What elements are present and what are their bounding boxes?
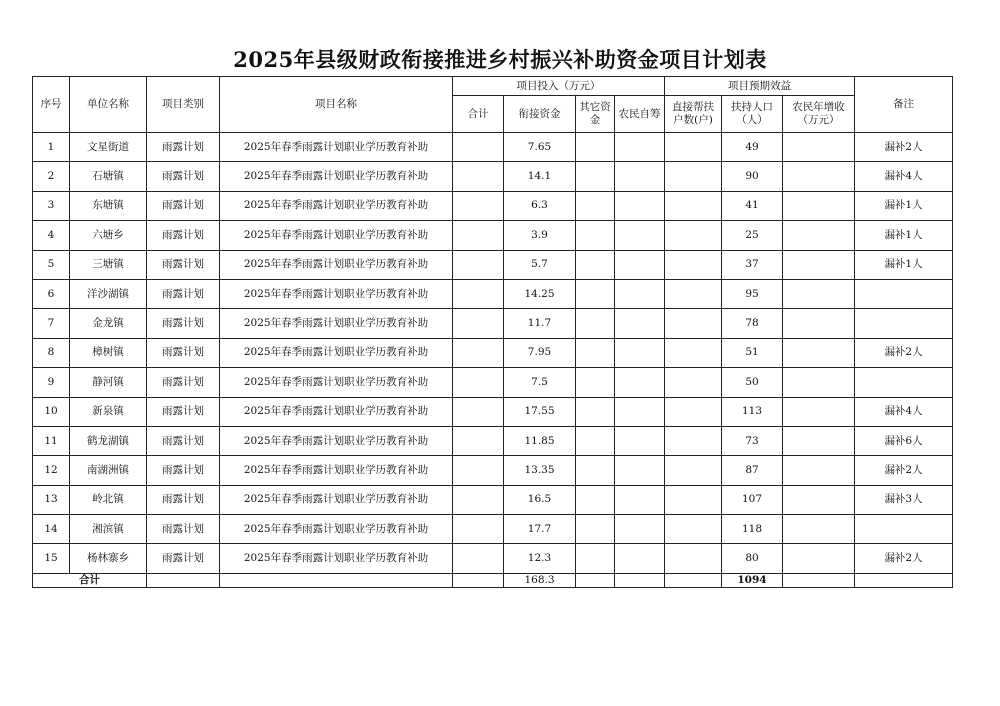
table-row [33,397,953,426]
cell-farmer-self [615,162,665,191]
cell-other-fund [576,221,615,250]
cell-direct-households [665,426,722,455]
cell-income [783,515,855,544]
cell-other-fund [576,544,615,573]
cell-income [783,279,855,308]
cell-population: 78 [722,309,783,338]
cell-project-name: 2025年春季雨露计划职业学历教育补助 [220,485,453,514]
cell-income [783,397,855,426]
cell-unit: 金龙镇 [70,309,147,338]
cell-total [453,250,504,279]
cell-other-fund [576,368,615,397]
cell-other-fund [576,279,615,308]
cell-other-fund [576,426,615,455]
cell-seq: 12 [33,456,70,485]
cell-category: 雨露计划 [147,485,220,514]
cell-direct-households [665,544,722,573]
cell-direct-households [665,368,722,397]
cell-category: 雨露计划 [147,368,220,397]
cell-direct-households [665,515,722,544]
cell-unit: 东塘镇 [70,191,147,220]
cell-category: 雨露计划 [147,544,220,573]
cell-link-fund: 14.1 [504,162,576,191]
cell-other-fund [576,250,615,279]
cell-farmer-self [615,309,665,338]
cell-link-fund: 7.65 [504,133,576,162]
total-cell [453,573,504,587]
cell-unit: 石塘镇 [70,162,147,191]
total-cell [576,573,615,587]
header-direct-households: 直接帮扶户数(户) [665,96,722,133]
cell-remark: 漏补1人 [855,221,953,250]
cell-seq: 15 [33,544,70,573]
cell-total [453,338,504,367]
table-row [33,133,953,162]
cell-farmer-self [615,397,665,426]
header-category: 项目类别 [147,77,220,133]
cell-category: 雨露计划 [147,221,220,250]
cell-remark [855,279,953,308]
cell-remark: 漏补4人 [855,397,953,426]
table-row [33,250,953,279]
total-cell [615,573,665,587]
cell-population: 87 [722,456,783,485]
table-row [33,515,953,544]
cell-remark: 漏补1人 [855,191,953,220]
cell-project-name: 2025年春季雨露计划职业学历教育补助 [220,279,453,308]
cell-total [453,544,504,573]
cell-total [453,309,504,338]
total-cell [220,573,453,587]
cell-project-name: 2025年春季雨露计划职业学历教育补助 [220,426,453,455]
cell-seq: 1 [33,133,70,162]
cell-remark: 漏补4人 [855,162,953,191]
cell-farmer-self [615,515,665,544]
cell-unit: 三塘镇 [70,250,147,279]
cell-income [783,133,855,162]
cell-seq: 8 [33,338,70,367]
cell-category: 雨露计划 [147,397,220,426]
cell-category: 雨露计划 [147,338,220,367]
cell-link-fund: 14.25 [504,279,576,308]
cell-remark [855,309,953,338]
cell-total [453,485,504,514]
cell-remark: 漏补2人 [855,338,953,367]
cell-total [453,397,504,426]
cell-population: 25 [722,221,783,250]
cell-seq: 14 [33,515,70,544]
header-investment-group: 项目投入（万元） [453,77,665,96]
cell-income [783,309,855,338]
cell-project-name: 2025年春季雨露计划职业学历教育补助 [220,221,453,250]
cell-total [453,133,504,162]
cell-remark: 漏补2人 [855,544,953,573]
cell-link-fund: 11.7 [504,309,576,338]
total-link-fund: 168.3 [504,573,576,587]
table-row [33,309,953,338]
header-farmer-income: 农民年增收（万元） [783,96,855,133]
cell-remark [855,515,953,544]
cell-unit: 鹤龙湖镇 [70,426,147,455]
cell-income [783,456,855,485]
cell-unit: 静河镇 [70,368,147,397]
cell-remark: 漏补2人 [855,133,953,162]
cell-population: 50 [722,368,783,397]
cell-population: 95 [722,279,783,308]
cell-direct-households [665,338,722,367]
table-row [33,279,953,308]
cell-direct-households [665,456,722,485]
cell-farmer-self [615,191,665,220]
cell-link-fund: 5.7 [504,250,576,279]
cell-project-name: 2025年春季雨露计划职业学历教育补助 [220,544,453,573]
cell-seq: 9 [33,368,70,397]
cell-income [783,485,855,514]
cell-farmer-self [615,279,665,308]
cell-unit: 新泉镇 [70,397,147,426]
header-benefit-group: 项目预期效益 [665,77,855,96]
cell-seq: 13 [33,485,70,514]
cell-category: 雨露计划 [147,279,220,308]
header-unit: 单位名称 [70,77,147,133]
cell-farmer-self [615,133,665,162]
cell-unit: 南湖洲镇 [70,456,147,485]
cell-project-name: 2025年春季雨露计划职业学历教育补助 [220,397,453,426]
cell-link-fund: 16.5 [504,485,576,514]
cell-income [783,250,855,279]
total-row [33,573,953,587]
cell-other-fund [576,456,615,485]
cell-seq: 6 [33,279,70,308]
cell-total [453,279,504,308]
cell-project-name: 2025年春季雨露计划职业学历教育补助 [220,456,453,485]
cell-income [783,191,855,220]
cell-link-fund: 13.35 [504,456,576,485]
cell-other-fund [576,133,615,162]
cell-category: 雨露计划 [147,250,220,279]
cell-unit: 六塘乡 [70,221,147,250]
cell-population: 51 [722,338,783,367]
cell-population: 90 [722,162,783,191]
cell-total [453,162,504,191]
cell-other-fund [576,309,615,338]
cell-farmer-self [615,456,665,485]
cell-link-fund: 3.9 [504,221,576,250]
cell-category: 雨露计划 [147,133,220,162]
cell-project-name: 2025年春季雨露计划职业学历教育补助 [220,133,453,162]
cell-link-fund: 7.5 [504,368,576,397]
cell-population: 113 [722,397,783,426]
cell-population: 118 [722,515,783,544]
cell-total [453,191,504,220]
cell-population: 49 [722,133,783,162]
total-cell [855,573,953,587]
table-row [33,221,953,250]
total-cell [147,573,220,587]
table-row [33,338,953,367]
total-cell [665,573,722,587]
total-label: 合计 [33,573,147,587]
page-title: 2025年县级财政衔接推进乡村振兴补助资金项目计划表 [233,47,767,72]
table-row [33,544,953,573]
cell-income [783,162,855,191]
cell-category: 雨露计划 [147,426,220,455]
cell-seq: 7 [33,309,70,338]
table-row [33,162,953,191]
cell-farmer-self [615,250,665,279]
cell-total [453,515,504,544]
header-remark: 备注 [855,77,953,133]
cell-farmer-self [615,544,665,573]
cell-total [453,368,504,397]
cell-direct-households [665,133,722,162]
cell-seq: 5 [33,250,70,279]
cell-project-name: 2025年春季雨露计划职业学历教育补助 [220,368,453,397]
cell-link-fund: 6.3 [504,191,576,220]
cell-other-fund [576,485,615,514]
cell-category: 雨露计划 [147,162,220,191]
cell-unit: 文星街道 [70,133,147,162]
cell-population: 41 [722,191,783,220]
cell-link-fund: 11.85 [504,426,576,455]
cell-income [783,544,855,573]
header-other-fund: 其它资金 [576,96,615,133]
cell-remark: 漏补2人 [855,456,953,485]
table-row [33,426,953,455]
cell-income [783,426,855,455]
cell-other-fund [576,338,615,367]
cell-seq: 3 [33,191,70,220]
cell-link-fund: 17.55 [504,397,576,426]
table-row [33,456,953,485]
cell-project-name: 2025年春季雨露计划职业学历教育补助 [220,515,453,544]
cell-seq: 11 [33,426,70,455]
cell-income [783,221,855,250]
cell-project-name: 2025年春季雨露计划职业学历教育补助 [220,250,453,279]
cell-project-name: 2025年春季雨露计划职业学历教育补助 [220,309,453,338]
cell-population: 73 [722,426,783,455]
cell-remark: 漏补1人 [855,250,953,279]
header-farmer-self: 农民自筹 [615,96,665,133]
cell-direct-households [665,279,722,308]
cell-unit: 樟树镇 [70,338,147,367]
header-link-fund: 衔接资金 [504,96,576,133]
cell-unit: 岭北镇 [70,485,147,514]
cell-direct-households [665,191,722,220]
header-seq: 序号 [33,77,70,133]
cell-other-fund [576,162,615,191]
cell-seq: 10 [33,397,70,426]
cell-population: 80 [722,544,783,573]
cell-total [453,426,504,455]
header-total: 合计 [453,96,504,133]
cell-category: 雨露计划 [147,309,220,338]
table-row [33,191,953,220]
cell-category: 雨露计划 [147,515,220,544]
header-support-population: 扶持人口（人） [722,96,783,133]
cell-income [783,368,855,397]
cell-link-fund: 12.3 [504,544,576,573]
cell-project-name: 2025年春季雨露计划职业学历教育补助 [220,338,453,367]
header-project-name: 项目名称 [220,77,453,133]
total-population: 1094 [722,573,783,587]
cell-seq: 2 [33,162,70,191]
cell-other-fund [576,397,615,426]
cell-seq: 4 [33,221,70,250]
cell-project-name: 2025年春季雨露计划职业学历教育补助 [220,191,453,220]
project-plan-table [32,76,953,588]
cell-farmer-self [615,221,665,250]
cell-category: 雨露计划 [147,456,220,485]
cell-project-name: 2025年春季雨露计划职业学历教育补助 [220,162,453,191]
cell-income [783,338,855,367]
cell-direct-households [665,162,722,191]
cell-population: 107 [722,485,783,514]
cell-category: 雨露计划 [147,191,220,220]
cell-farmer-self [615,485,665,514]
cell-remark: 漏补3人 [855,485,953,514]
cell-population: 37 [722,250,783,279]
cell-remark [855,368,953,397]
cell-total [453,456,504,485]
table-body [33,133,953,574]
cell-direct-households [665,309,722,338]
table-row [33,368,953,397]
cell-unit: 洋沙湖镇 [70,279,147,308]
cell-total [453,221,504,250]
cell-remark: 漏补6人 [855,426,953,455]
cell-link-fund: 17.7 [504,515,576,544]
cell-direct-households [665,485,722,514]
cell-other-fund [576,191,615,220]
table-row [33,485,953,514]
cell-farmer-self [615,426,665,455]
cell-direct-households [665,397,722,426]
cell-link-fund: 7.95 [504,338,576,367]
cell-unit: 杨林寨乡 [70,544,147,573]
total-cell [783,573,855,587]
cell-direct-households [665,250,722,279]
cell-other-fund [576,515,615,544]
cell-direct-households [665,221,722,250]
cell-farmer-self [615,338,665,367]
cell-unit: 湘滨镇 [70,515,147,544]
cell-farmer-self [615,368,665,397]
